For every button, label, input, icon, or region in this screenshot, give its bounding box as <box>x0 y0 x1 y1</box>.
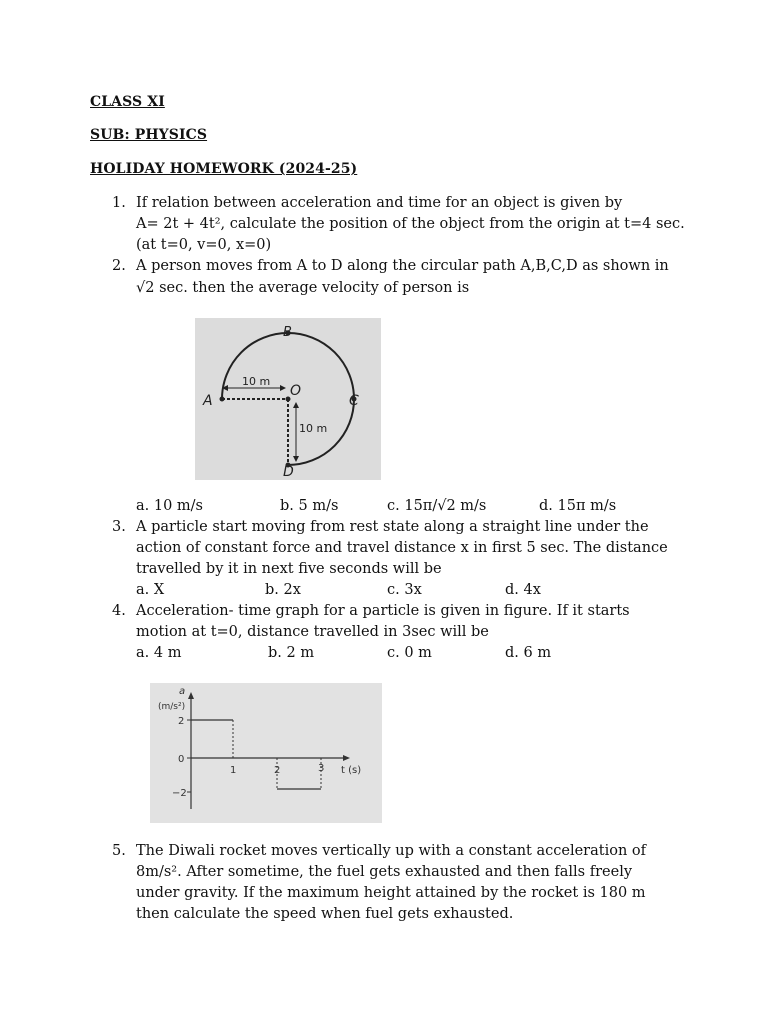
class-label: CLASS XI <box>90 94 165 110</box>
option-b: b. 2 m <box>268 645 315 661</box>
option-b: b. 5 m/s <box>280 498 339 514</box>
y-axis-unit: (m/s²) <box>158 702 186 712</box>
question-number: 1. <box>112 195 126 211</box>
homework-title: HOLIDAY HOMEWORK (2024-25) <box>90 161 358 177</box>
question-text-line: motion at t=0, distance travelled in 3sec will be <box>136 624 489 640</box>
x-tick-label: 3 <box>318 763 325 774</box>
option-c: c. 3x <box>387 582 422 598</box>
y-axis-label: a <box>179 686 186 697</box>
point-d-label: D <box>283 464 294 480</box>
question-text-line: 8m/s². After sometime, the fuel gets exhausted and then falls freely <box>136 864 633 880</box>
y-tick-label: 0 <box>178 754 185 765</box>
x-tick-label: 2 <box>274 765 281 776</box>
point-a-label: A <box>203 393 213 409</box>
subject-label: SUB: PHYSICS <box>90 127 208 143</box>
question-text-line: √2 sec. then the average velocity of person is <box>136 280 470 296</box>
acceleration-time-graph <box>150 683 382 823</box>
question-text-line: A= 2t + 4t², calculate the position of the object from the origin at t=4 sec. <box>136 216 685 232</box>
option-c: c. 15π/√2 m/s <box>387 498 487 514</box>
option-c: c. 0 m <box>387 645 432 661</box>
question-text-line: then calculate the speed when fuel gets exhausted. <box>136 906 514 922</box>
vertical-distance-label: 10 m <box>299 422 328 435</box>
question-text-line: A particle start moving from rest state along a straight line under the <box>136 519 649 535</box>
y-tick-label: −2 <box>172 788 187 799</box>
question-text-line: under gravity. If the maximum height attained by the rocket is 180 m <box>136 885 646 901</box>
question-text-line: The Diwali rocket moves vertically up with a constant acceleration of <box>136 843 646 859</box>
option-a: a. 10 m/s <box>136 498 203 514</box>
circular-path-diagram <box>195 318 381 480</box>
option-a: a. 4 m <box>136 645 182 661</box>
question-number: 5. <box>112 843 126 859</box>
question-text-line: action of constant force and travel distance x in first 5 sec. The distance <box>136 540 668 556</box>
acceleration-time-plot <box>150 683 382 823</box>
question-text-line: If relation between acceleration and time for an object is given by <box>136 195 623 211</box>
point-b-label: B <box>283 325 292 340</box>
point-o-label: O <box>290 383 302 399</box>
question-text-line: A person moves from A to D along the circular path A,B,C,D as shown in <box>136 258 669 274</box>
question-text-line: Acceleration- time graph for a particle is given in figure. If it starts <box>136 603 630 619</box>
question-number: 2. <box>112 258 126 274</box>
option-b: b. 2x <box>265 582 301 598</box>
option-d: d. 15π m/s <box>539 498 617 514</box>
x-axis-label: t (s) <box>341 765 362 776</box>
question-text-line: (at t=0, v=0, x=0) <box>136 237 272 253</box>
y-tick-label: 2 <box>178 716 185 727</box>
option-d: d. 4x <box>505 582 541 598</box>
question-number: 3. <box>112 519 126 535</box>
option-a: a. X <box>136 582 165 598</box>
question-text-line: travelled by it in next five seconds will be <box>136 561 442 577</box>
point-c-label: C <box>349 393 359 409</box>
x-tick-label: 1 <box>230 765 237 776</box>
option-d: d. 6 m <box>505 645 552 661</box>
circular-path-figure <box>195 318 381 480</box>
question-number: 4. <box>112 603 126 619</box>
horizontal-distance-label: 10 m <box>242 375 271 388</box>
